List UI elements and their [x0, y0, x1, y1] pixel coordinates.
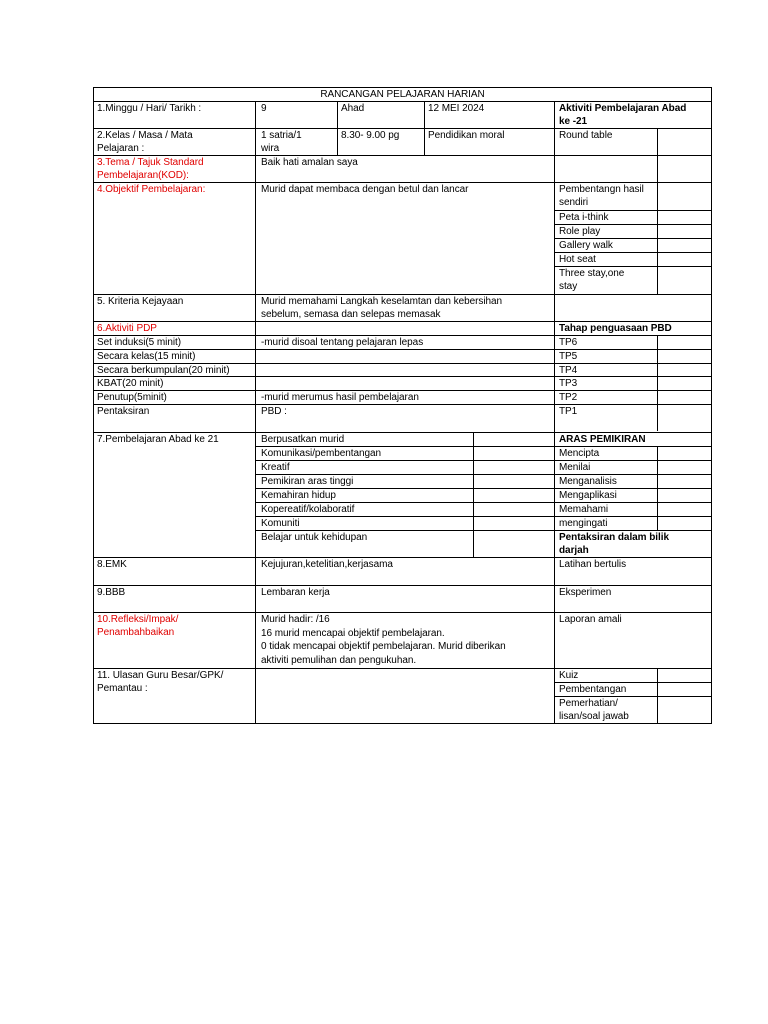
aras-item: Menganalisis [559, 476, 617, 487]
emk-value: Kejujuran,ketelitian,kerjasama [261, 559, 393, 570]
aktiviti-item: Pembentangn hasil [559, 184, 644, 195]
abad21-item: Belajar untuk kehidupan [261, 532, 368, 543]
refleksi-line: aktiviti pemulihan dan pengukuhan. [261, 655, 417, 666]
pentaksiran-item: Laporan amali [559, 614, 622, 625]
pentaksiran-header: Pentaksiran dalam bilik [559, 532, 670, 543]
emk-label: 8.EMK [97, 559, 127, 570]
tahap-penguasaan-header: Tahap penguasaan PBD [559, 323, 672, 334]
page-title: RANCANGAN PELAJARAN HARIAN [320, 89, 485, 100]
refleksi-line: 0 tidak mencapai objektif pembelajaran. Murid diberikan [261, 641, 506, 652]
refleksi-label-2: Penambahbaikan [97, 627, 175, 638]
aktiviti-item: stay [559, 281, 578, 292]
pdp-step: Pentaksiran [97, 406, 150, 417]
abad21-item: Berpusatkan murid [261, 434, 345, 445]
pentaksiran-item: Latihan bertulis [559, 559, 627, 570]
aktiviti-item: Round table [559, 130, 613, 141]
tarikh-value: 12 MEI 2024 [428, 103, 485, 114]
pdp-desc: PBD : [261, 406, 287, 417]
pdp-step: Secara berkumpulan(20 minit) [97, 365, 230, 376]
pentaksiran-item: lisan/soal jawab [559, 711, 629, 722]
abad21-item: Komuniti [261, 518, 300, 529]
kriteria-value-2: sebelum, semasa dan selepas memasak [261, 309, 441, 320]
kriteria-value: Murid memahami Langkah keselamtan dan kebersihan [261, 296, 503, 307]
aras-pemikiran-header: ARAS PEMIKIRAN [559, 434, 646, 445]
table-border [554, 101, 555, 724]
minggu-label: 1.Minggu / Hari/ Tarikh : [97, 103, 202, 114]
aktiviti-item: Role play [559, 226, 601, 237]
pdp-step: KBAT(20 minit) [97, 378, 164, 389]
pdp-step: Secara kelas(15 minit) [97, 351, 196, 362]
aktiviti-pdp-label: 6.Aktiviti PDP [97, 323, 157, 334]
aktiviti-item: Peta i-think [559, 212, 609, 223]
aras-item: Memahami [559, 504, 609, 515]
abad21-item: Pemikiran aras tinggi [261, 476, 354, 487]
pentaksiran-header-2: darjah [559, 545, 589, 556]
aktiviti-item: Hot seat [559, 254, 596, 265]
aras-item: Mengaplikasi [559, 490, 617, 501]
kelas-value-2: wira [261, 143, 280, 154]
pentaksiran-item: Eksperimen [559, 587, 612, 598]
pentaksiran-item: Pembentangan [559, 684, 627, 695]
pentaksiran-item: Pemerhatian/ [559, 698, 618, 709]
bbb-label: 9.BBB [97, 587, 126, 598]
refleksi-line: 16 murid mencapai objektif pembelajaran. [261, 628, 445, 639]
pdp-tp: TP6 [559, 337, 578, 348]
masa-value: 8.30- 9.00 pg [341, 130, 400, 141]
pdp-tp: TP2 [559, 392, 578, 403]
subjek-value: Pendidikan moral [428, 130, 505, 141]
abad21-item: Kemahiran hidup [261, 490, 336, 501]
aras-item: Menilai [559, 462, 591, 473]
hari-value: Ahad [341, 103, 365, 114]
table-border [255, 101, 256, 724]
pdp-tp: TP1 [559, 406, 578, 417]
kriteria-label: 5. Kriteria Kejayaan [97, 296, 184, 307]
pdp-step: Penutup(5minit) [97, 392, 167, 403]
aktiviti-item: sendiri [559, 197, 589, 208]
pdp-desc: -murid merumus hasil pembelajaran [261, 392, 419, 403]
kelas-value: 1 satria/1 [261, 130, 302, 141]
ulasan-label: 11. Ulasan Guru Besar/GPK/ [97, 670, 224, 681]
abad21-item: Komunikasi/pembentangan [261, 448, 382, 459]
tema-label: 3.Tema / Tajuk Standard [97, 157, 204, 168]
pdp-step: Set induksi(5 minit) [97, 337, 182, 348]
pentaksiran-item: Kuiz [559, 670, 579, 681]
aktiviti-item: Three stay,one [559, 268, 625, 279]
pdp-tp: TP4 [559, 365, 578, 376]
aktiviti-abad21-header-2: ke -21 [559, 116, 588, 127]
abad21-label: 7.Pembelajaran Abad ke 21 [97, 434, 219, 445]
bbb-value: Lembaran kerja [261, 587, 330, 598]
kelas-label: 2.Kelas / Masa / Mata [97, 130, 193, 141]
objektif-label: 4.Objektif Pembelajaran: [97, 184, 206, 195]
pdp-tp: TP5 [559, 351, 578, 362]
table-border [93, 585, 712, 586]
objektif-value: Murid dapat membaca dengan betul dan lancar [261, 184, 469, 195]
pdp-tp: TP3 [559, 378, 578, 389]
aktiviti-item: Gallery walk [559, 240, 613, 251]
table-border [657, 128, 658, 295]
kelas-label-2: Pelajaran : [97, 143, 145, 154]
abad21-item: Kreatif [261, 462, 290, 473]
ulasan-label-2: Pemantau : [97, 683, 148, 694]
minggu-value: 9 [261, 103, 267, 114]
aktiviti-abad21-header: Aktiviti Pembelajaran Abad [559, 103, 687, 114]
tema-label-2: Pembelajaran(KOD): [97, 170, 189, 181]
aras-item: Mencipta [559, 448, 600, 459]
refleksi-label: 10.Refleksi/Impak/ [97, 614, 179, 625]
abad21-item: Kopereatif/kolaboratif [261, 504, 355, 515]
aras-item: mengingati [559, 518, 608, 529]
table-border [473, 433, 474, 557]
pdp-desc: -murid disoal tentang pelajaran lepas [261, 337, 424, 348]
refleksi-line: Murid hadir: /16 [261, 614, 330, 625]
tema-value: Baik hati amalan saya [261, 157, 358, 168]
